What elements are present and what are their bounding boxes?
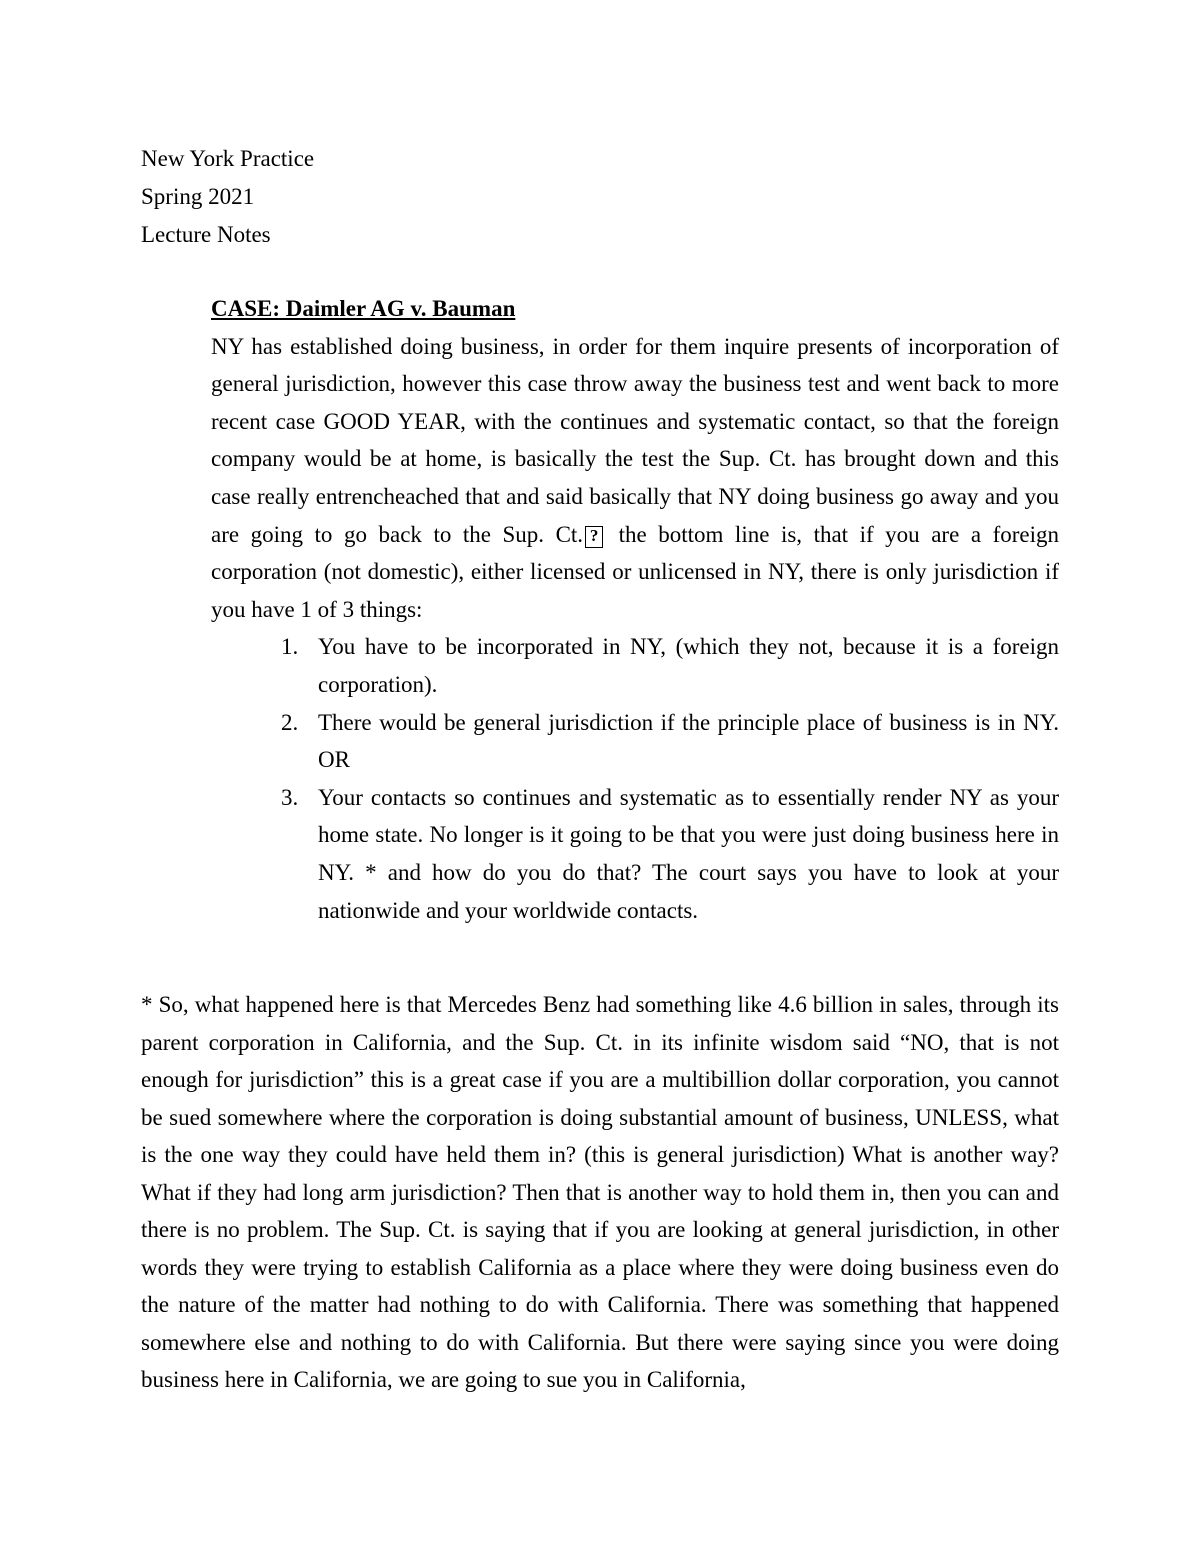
list-item-number: 1. [281, 634, 299, 660]
case-intro-text: NY has established doing business, in order for them inquire presents of incorporation of general jurisdiction, however this case throw away the business test and went back to more recent case GOOD YEAR, with the continues and systematic contact, so that the foreign company would be at home, is basically the test the Sup. Ct. has brought down and this case really entrencheached that and said basically that NY doing business go away and you are going to go back to the Sup. Ct. [211, 333, 1059, 547]
list-item-text: There would be general jurisdiction if the principle place of business is in NY. OR [318, 709, 1059, 773]
missing-glyph-icon: ? [585, 526, 603, 548]
document-header [141, 140, 314, 254]
case-intro-paragraph [211, 328, 1059, 629]
list-item [211, 628, 1059, 703]
requirements-list [211, 628, 1059, 929]
course-name: New York Practice [141, 146, 315, 171]
list-item [211, 704, 1059, 779]
list-item-text: You have to be incorporated in NY, (which they not, because it is a foreign corporation). [318, 634, 1059, 697]
case-intro-text-continued: the bottom line is, that if you are a foreign corporation (not domestic), either licensed or unlicensed in NY, there is only jurisdiction if you have 1 of 3 things: [211, 521, 1059, 622]
case-section [211, 290, 1059, 929]
closing-paragraph: * So, what happened here is that Mercedes Benz had something like 4.6 billion in sales, through its parent corporation in California, and the Sup. Ct. in its infinite wisdom said “NO, that is not enough for jurisdiction” this is a great case if you are a multibillion dollar corporation, you cannot be sued somewhere where the corporation is doing substantial amount of business, UNLESS, what is the one way they could have held them in? (this is general jurisdiction) What is another way? What if they had long arm jurisdiction? Then that is another way to hold them in, then you can and there is no problem. The Sup. Ct. is saying that if you are looking at general jurisdiction, in other words they were trying to establish California as a place where they were doing business even do the nature of the matter had nothing to do with California. There was something that happened somewhere else and nothing to do with California. But there were saying since you were doing business here in California, we are going to sue you in California, [141, 992, 1059, 1392]
list-item-number: 3. [281, 784, 299, 810]
list-item [211, 779, 1059, 929]
list-item-number: 2. [281, 709, 299, 735]
document-type: Lecture Notes [141, 222, 271, 247]
list-item-text: Your contacts so continues and systematic as to essentially render NY as your home state. No longer is it going to be that you were just doing business here in NY. * and how do you do that? The court says you have to look at your nationwide and your worldwide contacts. [318, 784, 1059, 923]
term: Spring 2021 [141, 184, 255, 209]
case-title: CASE: Daimler AG v. Bauman [211, 296, 516, 321]
